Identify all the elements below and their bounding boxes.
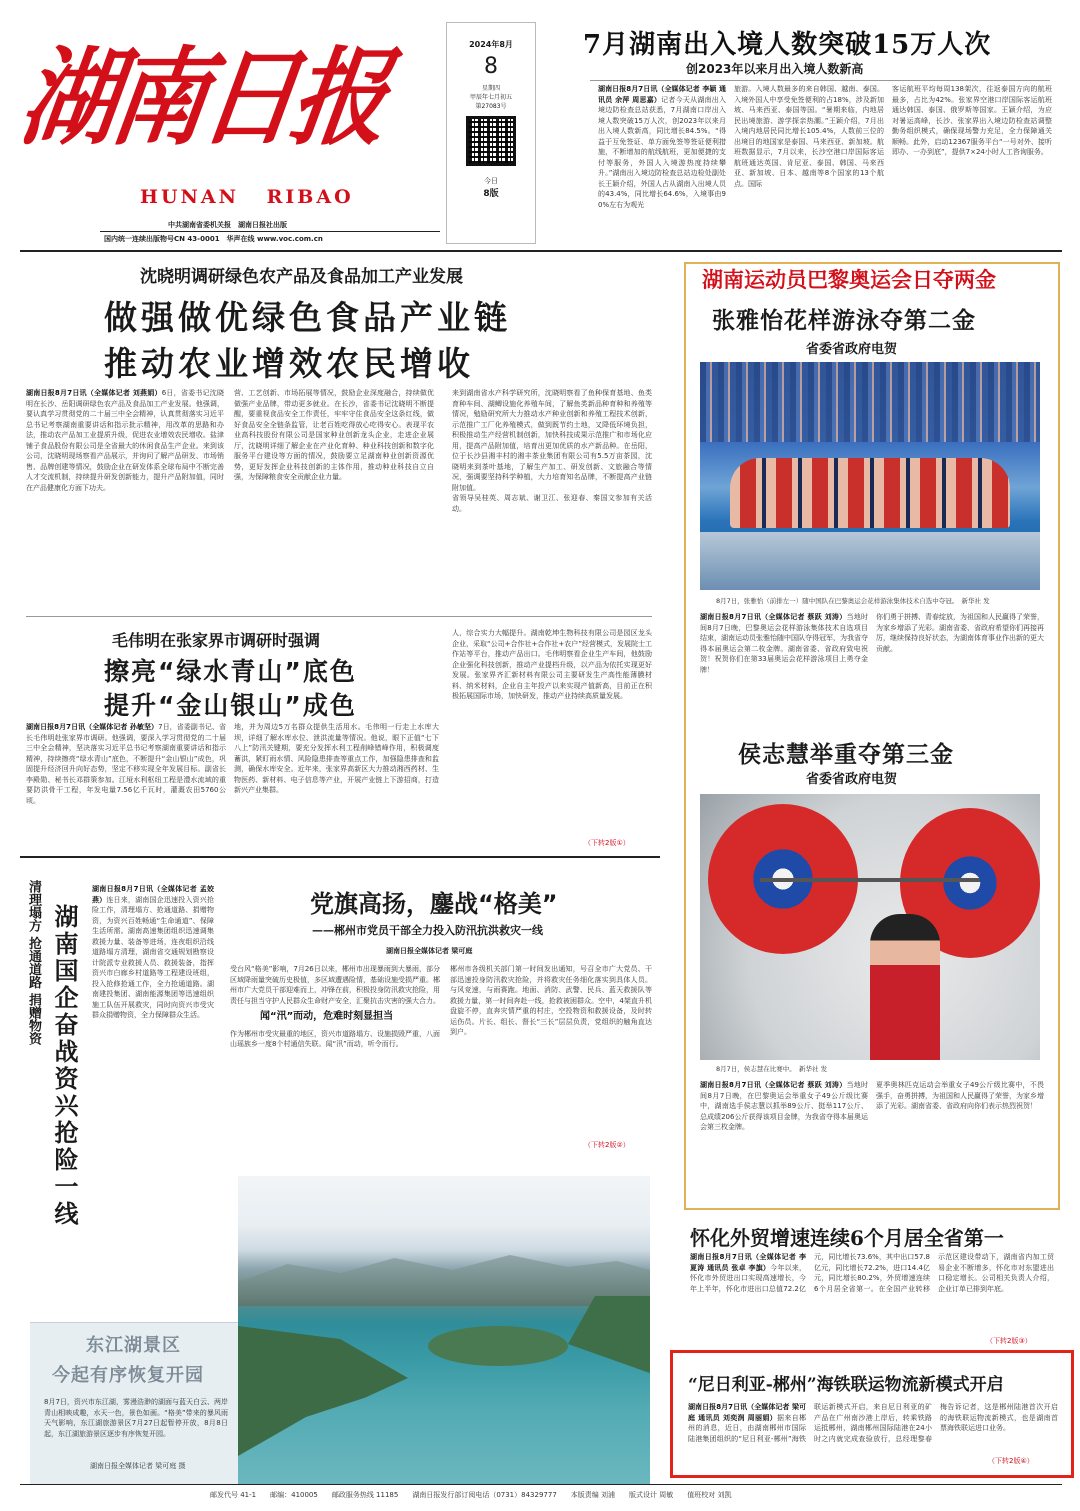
nigeria-body: 湖南日报8月7日讯（全媒体记者 梁可庭 通讯员 刘奕润 周丽娟）据来自郴州的消息，近日，由湖南郴州市国际陆港集团组织的“尼日利亚-郴州”海铁联运新模式开启，来自尼日利亚的矿产品在广州南沙港上岸后，转乘铁路运抵郴州，湖南郴州国际陆港在24小时之内就完成查验放行，总经理黎春梅告诉记者，这是郴州陆港首次开启的海铁联运物流新模式，也是湖南首票海铁联运进口业务。: [688, 1403, 1058, 1443]
sidebar-body: 湖南日报8月7日讯（全媒体记者 孟姣燕）连日来，湖南国企迅速投入资兴抢险工作，清理塌方、抢通道路、捐赠物资，为资兴百姓畅通“生命通道”、保障生活所需。湖南高速集团组织迅速调集救援力量、装备等进场，连夜组织沿线道路塌方清理，湖南省交通规划勘察设计院派专业救援人员、救援装备，指挥资兴市白廊乡村道路等工程建设班组，投入抢修抢通工作，全力抢通道路。湖南建投集团、湖南能源集团等迅速组织施工队伍开展救灾，同时向资兴市受灾群众捐赠物资，全力保障群众生活。: [92, 885, 214, 1019]
pages-count: 8版: [483, 189, 499, 199]
lead-col3: 来到湖南省水产科学研究所，沈晓明察看了鱼种保育基地、鱼类育种车间、湖鲫设施化养殖车间，了解鱼类新品种育种和养殖等情况，勉励研究所大力推动水产种业创新和养殖工程技术创新，示范推广工厂化养殖模式，做到既节约土地，又降低环境负担，积极推动生产经营机制创新，加快科技成果示范推广和市场化应用，提高产品附加值，培育出更加优质的水产新品种。在岳阳，位于长沙县湘丰村的湘丰茶业集团有限公司有5.5万亩茶园，沈晓明来到茶叶基地，了解生产加工、研发创新、文旅融合等情况，强调要坚持科学种植，大力培育知名品牌，不断提高产业链附加值。 省领导吴桂英、周志斌、谢卫江、张迎春、秦国文参加有关活动。: [452, 389, 652, 513]
lead-headline-1[interactable]: 做强做优绿色食品产业链: [104, 298, 511, 337]
sidebar-byline: 湖南日报8月7日讯（全媒体记者 孟姣燕）: [92, 885, 214, 904]
lead-divider: [26, 616, 652, 617]
footer-info: 邮发代号 41-1 邮编：410005 邮政服务热线 11185 湖南日报发行部订阅电话（0731）84329777 本版责编 刘浦 版式设计 周敏 值班校对 刘凯: [210, 1491, 732, 1499]
dongjiang-title-2[interactable]: 今起有序恢复开园: [52, 1365, 204, 1386]
party-col2: 郴州市各级机关部门第一时间发出通知，号召全市广大党员、干部迅速投身防汛救灾抢险，并将救灾任务细化落实到具体人员。与风竞速，与雨赛跑。地面、消防、武警、民兵、蓝天救援队等救援力量，第一时间奔赴一线，抢救被困群众。空中，4架直升机盘旋不停，直奔灾情严重的村庄，空投物资和救援设备，及时转运伤员。片长、组长、督长“三长”层层负责，党组织的触角直达到户。: [450, 965, 652, 1036]
island-right: [568, 1296, 650, 1376]
lead-col1: 湖南日报8月7日讯（全媒体记者 刘燕娟）6日，省委书记沈晓明在长沙、岳阳调研绿色农产品及食品加工产业发展。他强调，要认真学习贯彻党的二十届三中全会精神，认真贯彻落实习近平总书记考察湖南重要讲话和指示批示精神，用改革的思路和办法，推动农产品加工业提质升级，促进农业增效农民增收。盐津铺子食品股份有限公司是全省最大的休闲食品生产企业。来到该公司，沈晓明现场察看产品展示，并询问了解产品研发、市场销售、品牌创建等情况，鼓励企业在研发体系全球布局中不断完善人才交流机制，持续提升研发创新能力，提升产品附加值，同时在产品健康化方面下功夫。: [26, 389, 224, 492]
lifter: [870, 914, 940, 1060]
masthead-divider: [100, 231, 440, 232]
mao-col2: 地，并为周边5万名群众提供生活用水。毛伟明一行走上水库大坝，详细了解水库水位、泄洪流量等情况。他说，眼下正值“七下八上”防汛关键期，要充分发挥水利工程削峰错峰作用，积极调度蓄洪，紧盯雨水情、风险隐患排查等重点工作，加强隐患排查和监测，确保水库安全。近年来，张家界高新区大力推动湘西药材、生物医药、新材料、电子信息等产业，开展产业链上下游招商，打造新兴产业集群。: [234, 723, 439, 794]
barbell: [760, 878, 980, 882]
huaihua-jump[interactable]: （下转2版③）: [986, 1337, 1032, 1345]
story2-col1: 湖南日报8月7日讯（全媒体记者 蔡跃 刘涛）当地时间8月7日晚，在巴黎奥运会举重女子49公斤级比赛中，湖南选手侯志慧以抓举89公斤、挺举117公斤、总成绩206公斤获得该项目金牌，为我省夺得本届奥运会第三枚金牌。: [700, 1081, 868, 1131]
date-serial: 第27083号: [475, 103, 507, 110]
crowd-band: [700, 362, 1040, 442]
party-jump[interactable]: （下转2版②）: [584, 1141, 630, 1149]
island-mid: [428, 1326, 568, 1366]
lake-photo: [238, 1176, 650, 1484]
mao-jump[interactable]: （下转2版①）: [584, 839, 630, 847]
olympics-banner[interactable]: 湖南运动员巴黎奥运会日夺两金: [702, 268, 996, 292]
story2-col2: 夏季奥林匹克运动会举重女子49公斤级比赛中，不畏强手，奋勇拼搏，为祖国和人民赢得了荣誉，为家乡增添了光彩。湖南省委、省政府向你们表示热烈祝贺！: [876, 1081, 1044, 1110]
story2-headline[interactable]: 侯志慧举重夺第三金: [738, 742, 954, 768]
party-subtitle-2: 闻“汛”而动，危难时刻显担当: [260, 1011, 394, 1022]
mao-kicker: 毛伟明在张家界市调研时强调: [112, 631, 321, 650]
nigeria-byline: 湖南日报8月7日讯（全媒体记者 梁可庭 通讯员 刘奕润 周丽娟）: [688, 1403, 806, 1422]
lead-col2: 营、工艺创新、市场拓展等情况，鼓励企业深度融合，持续做优做强产业品牌，带动更多就业。在长沙，省委书记沈晓明不断提醒，要重视食品安全工作责任，牢牢守住食品安全这条红线，做好食品安全全链条监管，让老百姓吃得放心吃得安心。表现平农业高科技股份有限公司是国家种业创新龙头企业，走进企业展厅，沈晓明详细了解企业在产业化育种、种业科技创新和数字化服务平台建设等方面的情况，鼓励要立足湖南种业创新资源优势，更好发挥企业科技创新的主体作用，推动种业科技自立自强，为保障粮食安全贡献企业力量。: [234, 389, 434, 481]
dongjiang-box: [30, 1322, 238, 1484]
masthead-sponsor: 中共湖南省委机关报 湖南日报社出版: [168, 221, 287, 229]
lead-col3-end: 省领导吴桂英、周志斌、谢卫江、张迎春、秦国文参加有关活动。: [452, 494, 652, 513]
footer-rule: [20, 1484, 1062, 1485]
party-col1: 受台风“格美”影响，7月26日以来，郴州市出现暴雨到大暴雨，部分区域降雨量突破历史极值，多区域遭遇险情，基础设施受损严重。郴州市广大党员干部迎难而上，冲锋在前，积极投身防汛救灾抢险，用责任与担当守护人民群众生命财产安全，汇聚抗击灾害的强大合力。 闻“汛”而动，危难时刻显担当 作为郴州市受灾最重的地区，资兴市道路塌方、设施损毁严重，八面山瑶族乡一度8个村通信失联。闻“汛”而动，听令而行。: [230, 965, 440, 1048]
story1-sub: 省委省政府电贺: [806, 342, 898, 357]
lead-kicker: 沈晓明调研绿色农产品及食品加工产业发展: [140, 267, 463, 287]
party-byline: 湖南日报全媒体记者 梁可庭: [386, 947, 473, 955]
photo2-caption: 8月7日，侯志慧在比赛中。 新华社 发: [716, 1065, 828, 1073]
party-subhead: ——郴州市党员干部全力投入防汛抗洪救灾一线: [312, 924, 543, 937]
date-lunar: 甲辰年七月初五: [469, 94, 512, 101]
mao-headline-1[interactable]: 擦亮“绿水青山”底色: [104, 657, 357, 686]
dongjiang-title-1[interactable]: 东江湖景区: [86, 1335, 181, 1356]
mao-col3: 人，综合实力大幅提升。湖南乾坤生物科技有限公司是园区龙头企业，采取“公司+合作社+合作社+农户”经营模式，发展院士工作站等平台，推动产品出口。毛伟明察看企业生产车间，他鼓励企业强化科技创新，推动产业提档升级，以产品为依托实现更好发展。张家界齐汇新材料有限公司主要研发生产高性能薄膜材料、纳米材料，企业自主年投产以来实现产值新高，目前正在积极拓展国际市场，加快研发，推动产业持续高质量发展。: [452, 629, 652, 700]
top-story-col2: 旅游。入境人数最多的来自韩国、越南、泰国。入境外国人中享受免签便利的占18%，涉及新加坡、马来西亚、泰国等国。“暑期来临，内地居民出境旅游、游学探亲热潮。”王颖介绍，7月出入境内地居民同比增长105.4%，人数前三位的出境目的地国家是泰国、马来西亚、新加坡。航班数据显示，7月以来，长沙空港口岸国际客运航班通达英国、肯尼亚、泰国、韩国、马来西亚、新加坡、日本、越南等8个国家的13个航点。国际: [734, 85, 884, 188]
newspaper-pinyin: HUNAN RIBAO: [140, 186, 354, 208]
top-story-col1: 湖南日报8月7日讯（全媒体记者 李颖 通讯员 余萍 周思嘉）记者今天从湖南出入境边防检查总站获悉，7月湖南口岸出入境人数突破15万人次，创2023年以来月出入境人数新高，同比增长84.5%。“得益于互免签证、单方面免签等签证便利措施，不断增加的航线航班，更加便捷的支付等服务，外国人入境游热度持续攀升。”湖南出入境边防检查总站边检处副处长王颖介绍，外国人占从湖南入出境人员的43.4%，同比增长64.6%，入境事由90%左右为观光: [598, 85, 726, 209]
sidebar-vertical-headline[interactable]: 湖南国企奋战资兴抢险一线: [50, 904, 78, 1228]
story1-byline: 湖南日报8月7日讯（全媒体记者 蔡跃 刘涛）: [700, 613, 847, 621]
dongjiang-body: 8月7日，资兴市东江湖，雾漫浩渺的湖面与蓝天白云、两岸青山相映成趣，水天一色，景色如画。“格美”带来的暴风雨天气影响，东江湖旅游景区7月27日起暂停开放，8月8日起，东江湖旅游景区逐步有序恢复开园。: [44, 1398, 228, 1438]
mountain-shape: [238, 1246, 650, 1306]
weightlifting-photo: [700, 794, 1040, 1060]
top-story-col3: 客运航班平均每周138架次，往返泰国方向的航班最多，占比为42%。张家界空港口岸国际客运航班通达韩国、泰国、俄罗斯等国家。王颖介绍，为应对暑运高峰，长沙、张家界出入境边防检查站调整勤务组织模式，确保现场警力充足，全力保障通关顺畅。此外，启动12367服务平台“一号对外、接听即办、一办到底”，提供7×24小时人工咨询服务。: [892, 85, 1052, 156]
masthead-issn: 国内统一连续出版物号CN 43-0001 华声在线 www.voc.com.cn: [104, 235, 323, 243]
date-year-month: 2024年8月: [469, 40, 513, 49]
pages-label: 今日: [484, 177, 498, 185]
lead-byline: 湖南日报8月7日讯（全媒体记者 刘燕娟）: [26, 389, 162, 397]
top-story-byline: 湖南日报8月7日讯（全媒体记者 李颖 通讯员 余萍 周思嘉）: [598, 85, 726, 104]
huaihua-headline[interactable]: 怀化外贸增速连续6个月居全省第一: [690, 1226, 1004, 1250]
huaihua-byline: 湖南日报8月7日讯（全媒体记者 李夏涛 通讯员 张卓 李旗）: [690, 1253, 806, 1272]
dongjiang-credit: 湖南日报全媒体记者 梁可庭 摄: [90, 1462, 186, 1470]
header-rule: [20, 250, 1062, 252]
photo1-caption: 8月7日，张雅怡（前排左一）随中国队在巴黎奥运会花样游泳集体技术自选中夺冠。 新华社 发: [716, 597, 990, 605]
nigeria-headline[interactable]: “尼日利亚-郴州”海铁联运物流新模式开启: [688, 1375, 1004, 1395]
date-box: [446, 22, 536, 244]
nigeria-jump[interactable]: （下转2版④）: [988, 1457, 1034, 1465]
mid-rule: [20, 856, 660, 858]
story2-byline: 湖南日报8月7日讯（全媒体记者 蔡跃 刘涛）: [700, 1081, 847, 1089]
story1-col1: 湖南日报8月7日讯（全媒体记者 蔡跃 刘涛）当地时间8月7日晚，巴黎奥运会花样游泳集体技术自选项目结束，湖南运动员张雅怡随中国队夺得冠军，为我省夺得本届奥运会第二枚金牌。湖南省委、省政府致电祝贺！祝贺你们在第33届奥运会花样游泳项目上勇夺金牌！: [700, 613, 868, 674]
island-left: [238, 1326, 408, 1456]
top-story-divider: [590, 80, 1050, 81]
qr-code-icon[interactable]: [466, 116, 516, 166]
story1-col2: 你们勇于拼搏、青春绽放，为祖国和人民赢得了荣誉，为家乡增添了光彩。湖南省委、省政府希望你们再接再厉，继续保持良好状态，为湖南体育事业作出新的更大贡献。: [876, 613, 1044, 653]
date-weekday: 星期四: [481, 85, 500, 92]
newspaper-title: 湖南日报: [13, 35, 391, 160]
swimmer-group: [730, 458, 1010, 528]
huaihua-body: 湖南日报8月7日讯（全媒体记者 李夏涛 通讯员 张卓 李旗）今年以来，怀化市外贸进出口实现高速增长，今年上半年，怀化市进出口总值72.2亿元，同比增长73.6%，其中出口57.8亿元，同比增长72.2%，进口14.4亿元，同比增长80.2%，外贸增速连续6个月居全省第一。在全国产业转移示范区建设带动下，湖南省内加工贸易企业不断增多，怀化市对东盟进出口稳定增长。公司相关负责人介绍，企业订单已排到年底。: [690, 1253, 1054, 1293]
swimming-photo: [700, 362, 1040, 590]
date-day: 8: [484, 54, 498, 79]
sidebar-vertical-kicker: 清理塌方 抢通道路 捐赠物资: [26, 880, 41, 1046]
story2-sub: 省委省政府电贺: [806, 772, 898, 787]
top-story-headline[interactable]: 7月湖南出入境人数突破15万人次: [583, 30, 992, 60]
mao-byline: 湖南日报8月7日讯（全媒体记者 孙敏坚）: [26, 723, 159, 731]
party-headline[interactable]: 党旗高扬，鏖战“格美”: [310, 890, 558, 918]
masthead-logo: [13, 8, 432, 208]
pool-deck: [700, 532, 1040, 590]
mao-col1: 湖南日报8月7日讯（全媒体记者 孙敏坚）7日，省委副书记、省长毛伟明赴张家界市调研。他强调，要深入学习贯彻党的二十届三中全会精神，坚决落实习近平总书记考察湖南重要讲话和指示精神，持续擦亮“绿水青山”底色，不断提升“金山银山”成色，巩固提升经济回升向好态势，坚定不移实现全年发展目标。副省长李殿勋、秘书长邓群策参加。江垭水利枢纽工程是澧水流域的重要防洪骨干工程，年发电量7.56亿千瓦时，灌溉农田5760公顷。: [26, 723, 226, 805]
mao-headline-2[interactable]: 提升“金山银山”成色: [104, 691, 357, 720]
story1-headline[interactable]: 张雅怡花样游泳夺第二金: [712, 308, 976, 334]
top-story-subhead: 创2023年以来月出入境人数新高: [686, 62, 864, 76]
lead-headline-2[interactable]: 推动农业增效农民增收: [104, 344, 474, 383]
